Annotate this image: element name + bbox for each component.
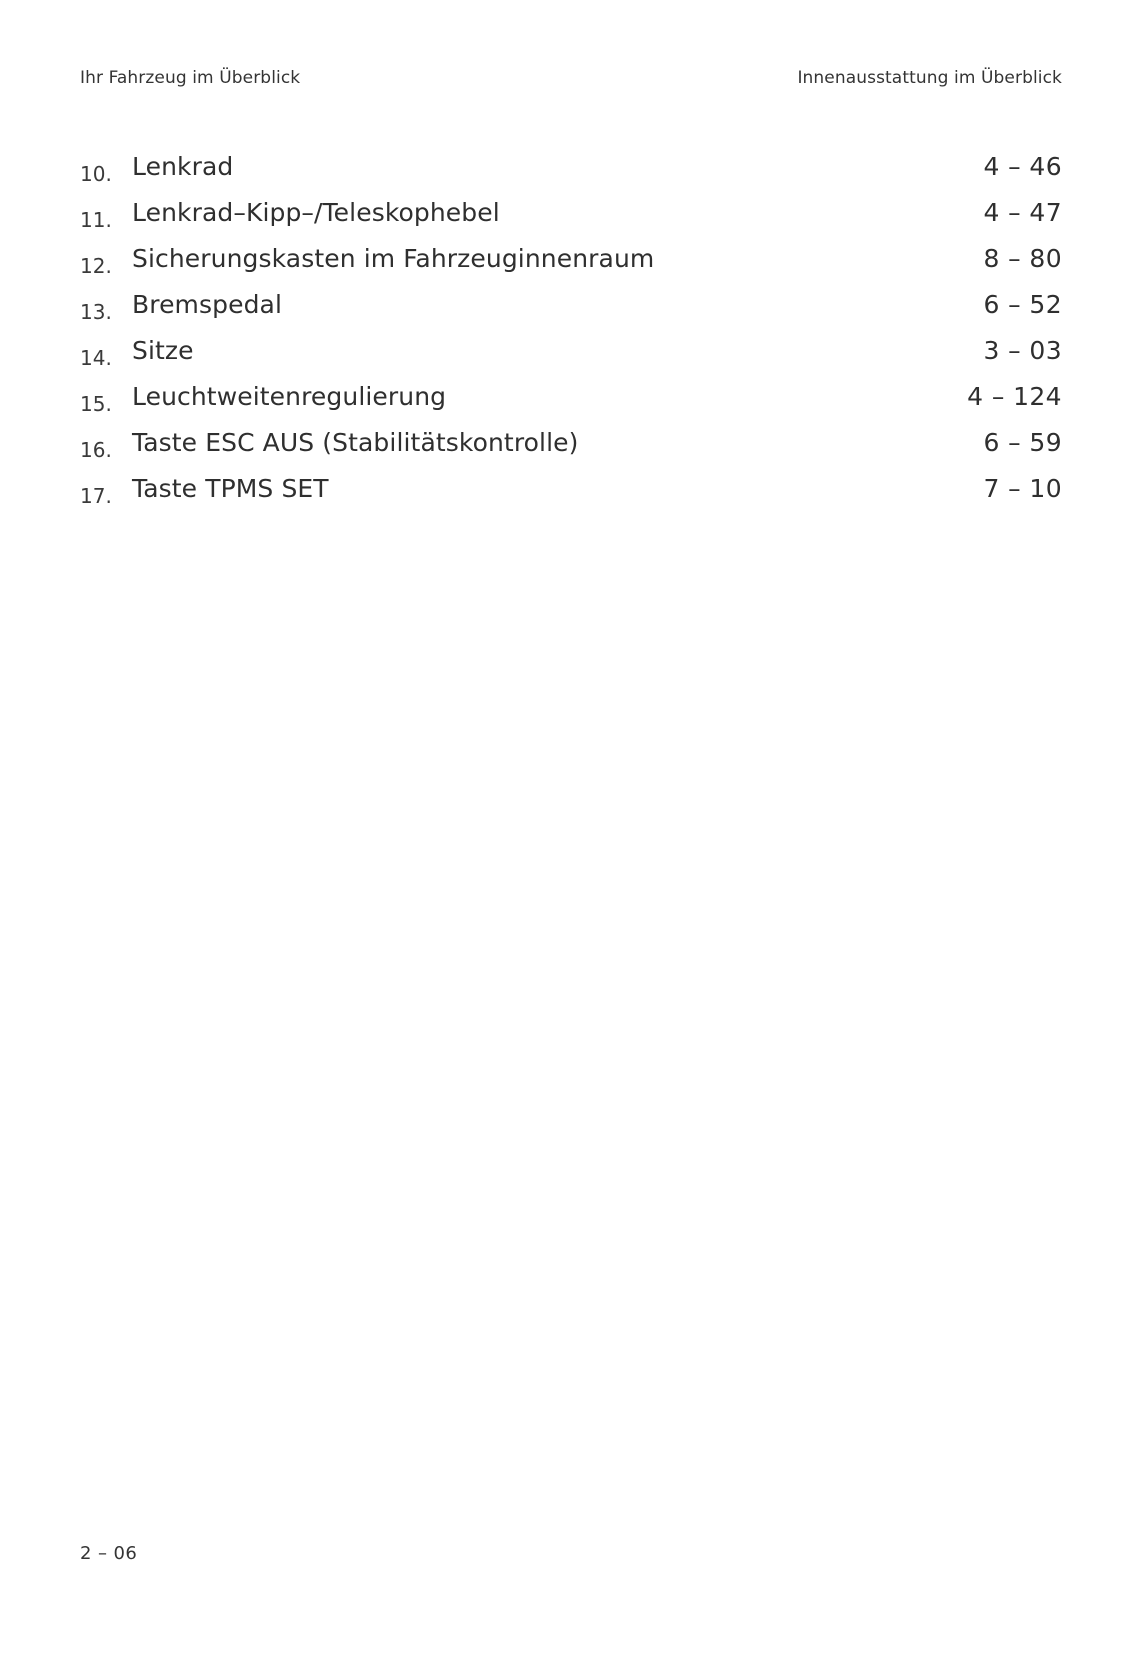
list-item (80, 336, 1062, 382)
list-item-number: 16. (80, 438, 112, 462)
table-of-contents (80, 152, 1062, 520)
list-item-label: Lenkrad–Kipp–/Teleskophebel (132, 198, 500, 227)
list-item-label: Lenkrad (132, 152, 234, 181)
list-item-page: 4 – 46 (983, 152, 1062, 181)
page-footer-number: 2 – 06 (80, 1543, 138, 1564)
list-item-page: 7 – 10 (983, 474, 1062, 503)
list-item (80, 198, 1062, 244)
list-item-page: 6 – 52 (983, 290, 1062, 319)
list-item-page: 4 – 47 (983, 198, 1062, 227)
list-item-number: 13. (80, 300, 112, 324)
list-item (80, 428, 1062, 474)
list-item-page: 3 – 03 (983, 336, 1062, 365)
list-item-label: Sicherungskasten im Fahrzeuginnenraum (132, 244, 655, 273)
list-item (80, 474, 1062, 520)
list-item-label: Taste TPMS SET (132, 474, 329, 503)
page-header (80, 68, 1062, 88)
list-item-label: Bremspedal (132, 290, 283, 319)
list-item-number: 10. (80, 162, 112, 186)
list-item-number: 12. (80, 254, 112, 278)
list-item-label: Sitze (132, 336, 194, 365)
header-left-title: Ihr Fahrzeug im Überblick (80, 68, 301, 88)
list-item-number: 14. (80, 346, 112, 370)
list-item (80, 152, 1062, 198)
list-item (80, 290, 1062, 336)
list-item-number: 15. (80, 392, 112, 416)
list-item-number: 11. (80, 208, 112, 232)
list-item-page: 8 – 80 (983, 244, 1062, 273)
list-item-label: Leuchtweitenregulierung (132, 382, 447, 411)
list-item (80, 382, 1062, 428)
list-item (80, 244, 1062, 290)
list-item-label: Taste ESC AUS (Stabilitätskontrolle) (132, 428, 579, 457)
list-item-page: 4 – 124 (967, 382, 1062, 411)
list-item-number: 17. (80, 484, 112, 508)
header-right-title: Innenausstattung im Überblick (797, 68, 1062, 88)
list-item-page: 6 – 59 (983, 428, 1062, 457)
